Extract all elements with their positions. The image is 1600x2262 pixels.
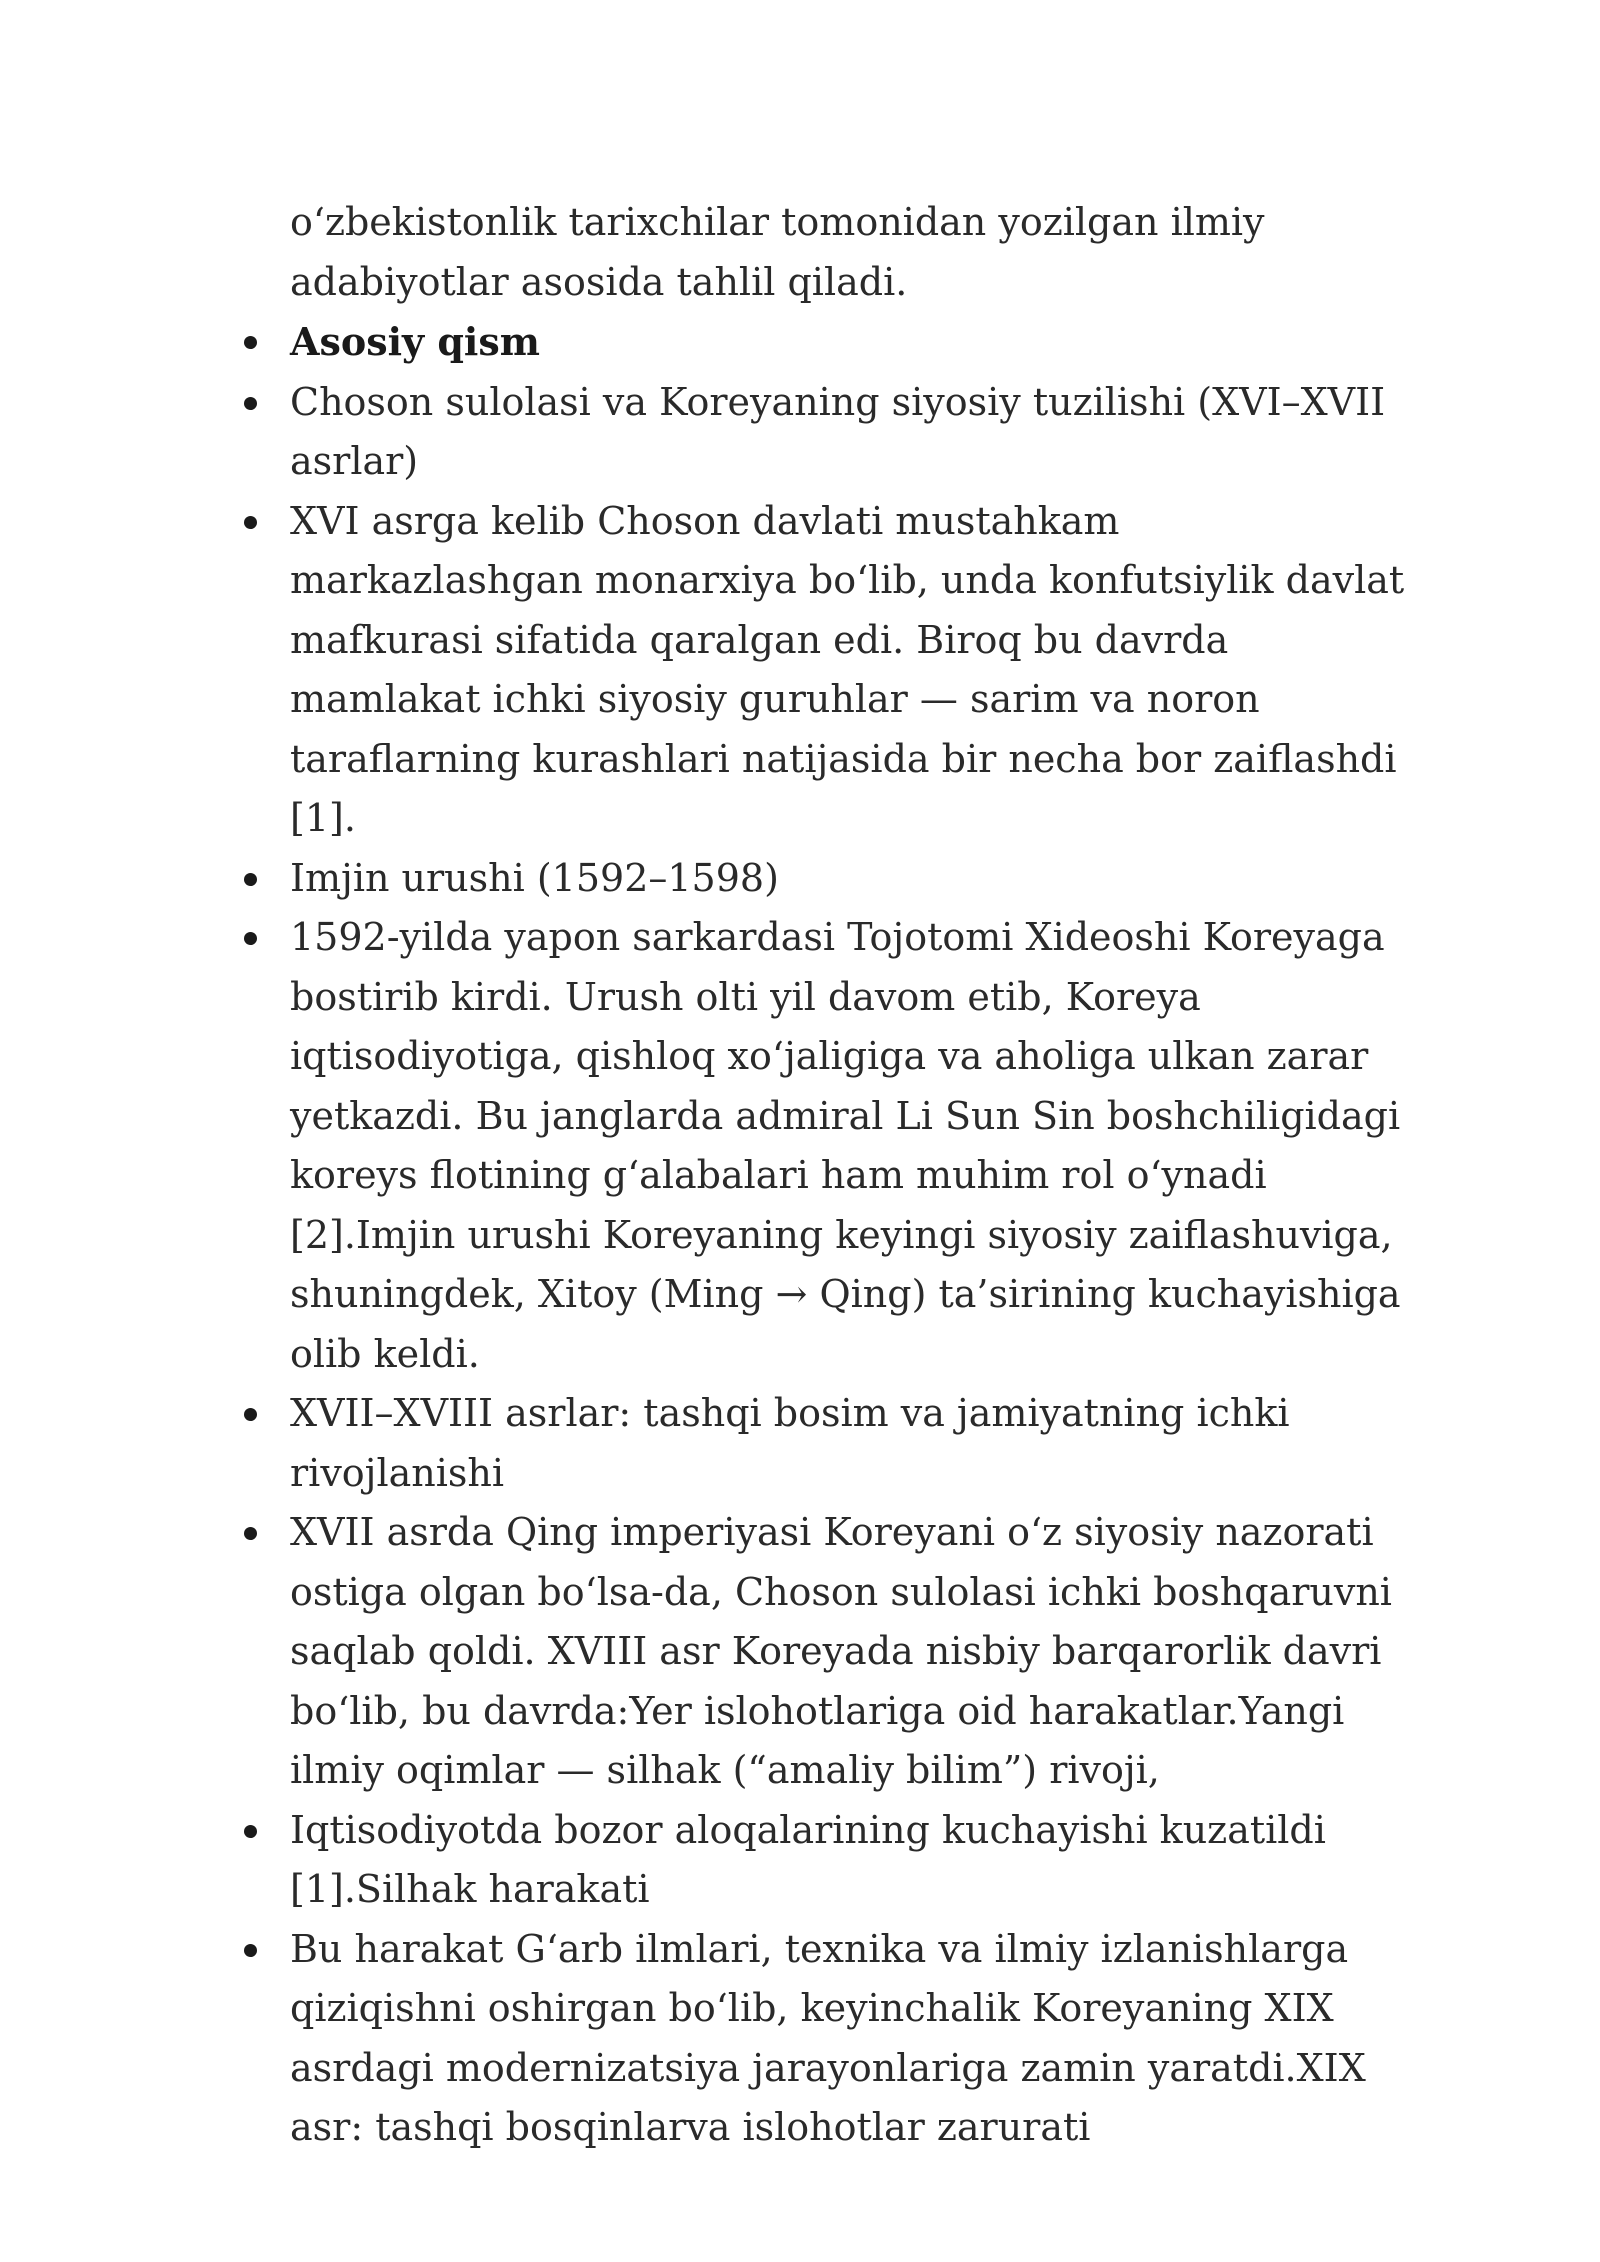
bullet-icon: [244, 336, 257, 349]
list-item: [290, 1384, 1410, 1503]
list-item-text: Choson sulolasi va Koreyaning siyosiy tuzilishi (XVI–XVII asrlar): [290, 379, 1386, 483]
list-item: [290, 1920, 1410, 2158]
bullet-icon: [244, 932, 257, 945]
list-item: [290, 312, 1410, 373]
list-item-text: XVI asrga kelib Choson davlati mustahkam markazlashgan monarxiya bo‘lib, unda konfutsiylik davlat mafkurasi sifatida qaralgan edi. Biroq bu davrda mamlakat ichki siyosiy guruhlar — sarim va noron taraflarning kurashlari natijasida bir necha bor zaiflashdi [1].: [290, 498, 1405, 840]
bullet-icon: [244, 1527, 257, 1540]
list-item: [290, 373, 1410, 492]
bullet-icon: [244, 397, 257, 410]
bullet-list: [290, 312, 1410, 2158]
list-item-text: Imjin urushi (1592–1598): [290, 855, 779, 900]
list-item: [290, 849, 1410, 909]
section-heading: Asosiy qism: [290, 319, 540, 364]
list-item: [290, 1801, 1410, 1920]
list-item-text: XVII–XVIII asrlar: tashqi bosim va jamiyatning ichki rivojlanishi: [290, 1391, 1290, 1495]
bullet-icon: [244, 1944, 257, 1957]
bullet-icon: [244, 1825, 257, 1838]
list-item-text: Iqtisodiyotda bozor aloqalarining kuchayishi kuzatildi [1].Silhak harakati: [290, 1807, 1326, 1911]
list-item: [290, 492, 1410, 849]
bullet-icon: [244, 873, 257, 886]
list-item: [290, 908, 1410, 1384]
list-item: [290, 1503, 1410, 1801]
intro-paragraph: o‘zbekistonlik tarixchilar tomonidan yozilgan ilmiy adabiyotlar asosida tahlil qiladi.: [290, 200, 1265, 304]
list-item-text: 1592-yilda yapon sarkardasi Tojotomi Xideoshi Koreyaga bostirib kirdi. Urush olti yil davom etib, Koreya iqtisodiyotiga, qishloq xo‘jaligiga va aholiga ulkan zarar yetkazdi. Bu janglarda admiral Li Sun Sin boshchiligidagi koreys flotining g‘alabalari ham muhim rol o‘ynadi [2].Imjin urushi Koreyaning keyingi siyosiy zaiflashuviga, shuningdek, Xitoy (Ming → Qing) ta’sirining kuchayishiga olib keldi.: [290, 915, 1401, 1376]
list-item-text: XVII asrda Qing imperiyasi Koreyani o‘z siyosiy nazorati ostiga olgan bo‘lsa-da, Choson sulolasi ichki boshqaruvni saqlab qoldi. XVIII asr Koreyada nisbiy barqarorlik davri bo‘lib, bu davrda:Yer islohotlariga oid harakatlar.Yangi ilmiy oqimlar — silhak (“amaliy bilim”) rivoji,: [290, 1510, 1392, 1792]
bullet-icon: [244, 516, 257, 529]
document-body: [290, 193, 1410, 2158]
list-item-text: Bu harakat G‘arb ilmlari, texnika va ilmiy izlanishlarga qiziqishni oshirgan bo‘lib, keyinchalik Koreyaning XIX asrdagi modernizatsiya jarayonlariga zamin yaratdi.XIX asr: tashqi bosqinlarva islohotlar zarurati: [290, 1926, 1366, 2149]
bullet-icon: [244, 1408, 257, 1421]
